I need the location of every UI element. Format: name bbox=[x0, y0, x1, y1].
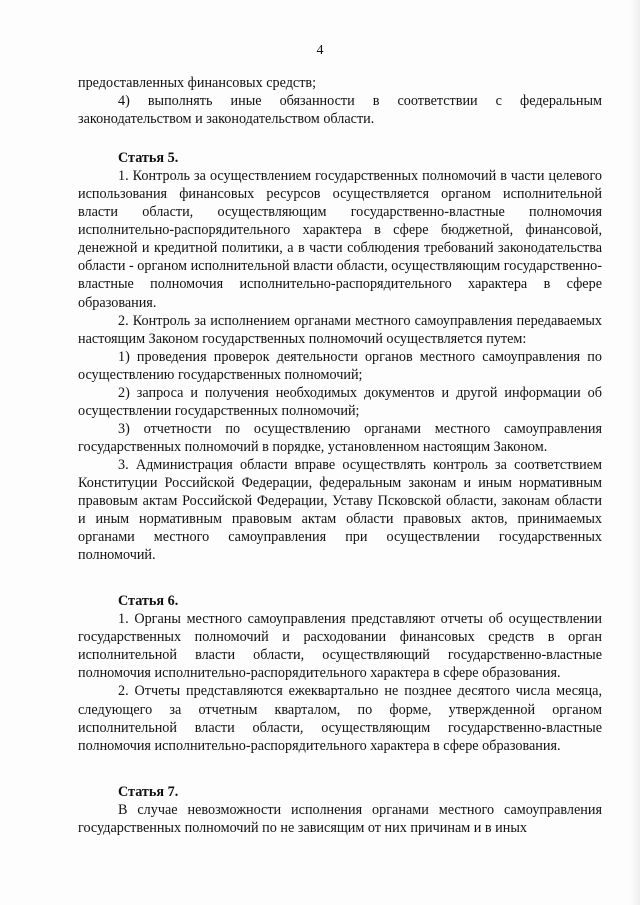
paragraph: В случае невозможности исполнения органами местного самоуправления государственных полномочий по не зависящим от них причинам и в иных bbox=[78, 801, 602, 836]
page-number: 4 bbox=[316, 43, 324, 58]
paragraph: 2. Отчеты представляются ежеквартально не позднее десятого числа месяца, следующего за отчетным кварталом, по форме, утвержденной органом исполнительной власти области, осуществляющим государственно-властные полномочия исполнительно-распорядительного характера в сфере образования. bbox=[78, 683, 602, 754]
paragraph: 1. Контроль за осуществлением государственных полномочий в части целевого использования финансовых ресурсов осуществляется органом исполнительной власти области, осуществляющим государственно-властные полномочия исполнительно-распорядительного характера в сфере бюджетной, финансовой, денежной и кредитной политики, а в части соблюдения требований законодательства области - органом исполнительной власти области, осуществляющим государственно-властные полномочия исполнительно-распорядительного характера в сфере образования. bbox=[78, 168, 602, 311]
paragraph: 1. Органы местного самоуправления представляют отчеты об осуществлении государственных полномочий и расходовании финансовых средств в орган исполнительной власти области, осуществляющий государственно-властные полномочия исполнительно-распорядительного характера в сфере образования. bbox=[78, 611, 602, 682]
document-body bbox=[78, 74, 602, 837]
paragraph: 3) отчетности по осуществлению органами местного самоуправления государственных полномочий в порядке, установленном настоящим Законом. bbox=[78, 420, 602, 455]
scan-edge-shadow bbox=[630, 0, 640, 905]
article-heading: Статья 5. bbox=[118, 150, 179, 167]
paragraph: 1) проведения проверок деятельности органов местного самоуправления по осуществлению государственных полномочий; bbox=[78, 348, 602, 383]
paragraph: 4) выполнять иные обязанности в соответствии с федеральным законодательством и законодательством области. bbox=[78, 93, 602, 128]
paragraph: предоставленных финансовых средств; bbox=[78, 75, 317, 91]
paragraph: 2. Контроль за исполнением органами местного самоуправления передаваемых настоящим Законом государственных полномочий осуществляется путем: bbox=[78, 312, 602, 347]
paragraph: 2) запроса и получения необходимых документов и другой информации об осуществлении государственных полномочий; bbox=[78, 384, 602, 419]
article-heading: Статья 7. bbox=[118, 783, 179, 800]
article-heading: Статья 6. bbox=[118, 593, 179, 610]
paragraph: 3. Администрация области вправе осуществлять контроль за соответствием Конституции Российской Федерации, федеральным законам и иным нормативным правовым актам Российской Федерации, Уставу Псковской области, законам области и иным нормативным правовым актам области правовых актов, принимаемых органами местного самоуправления при осуществлении государственных полномочий. bbox=[78, 456, 602, 564]
